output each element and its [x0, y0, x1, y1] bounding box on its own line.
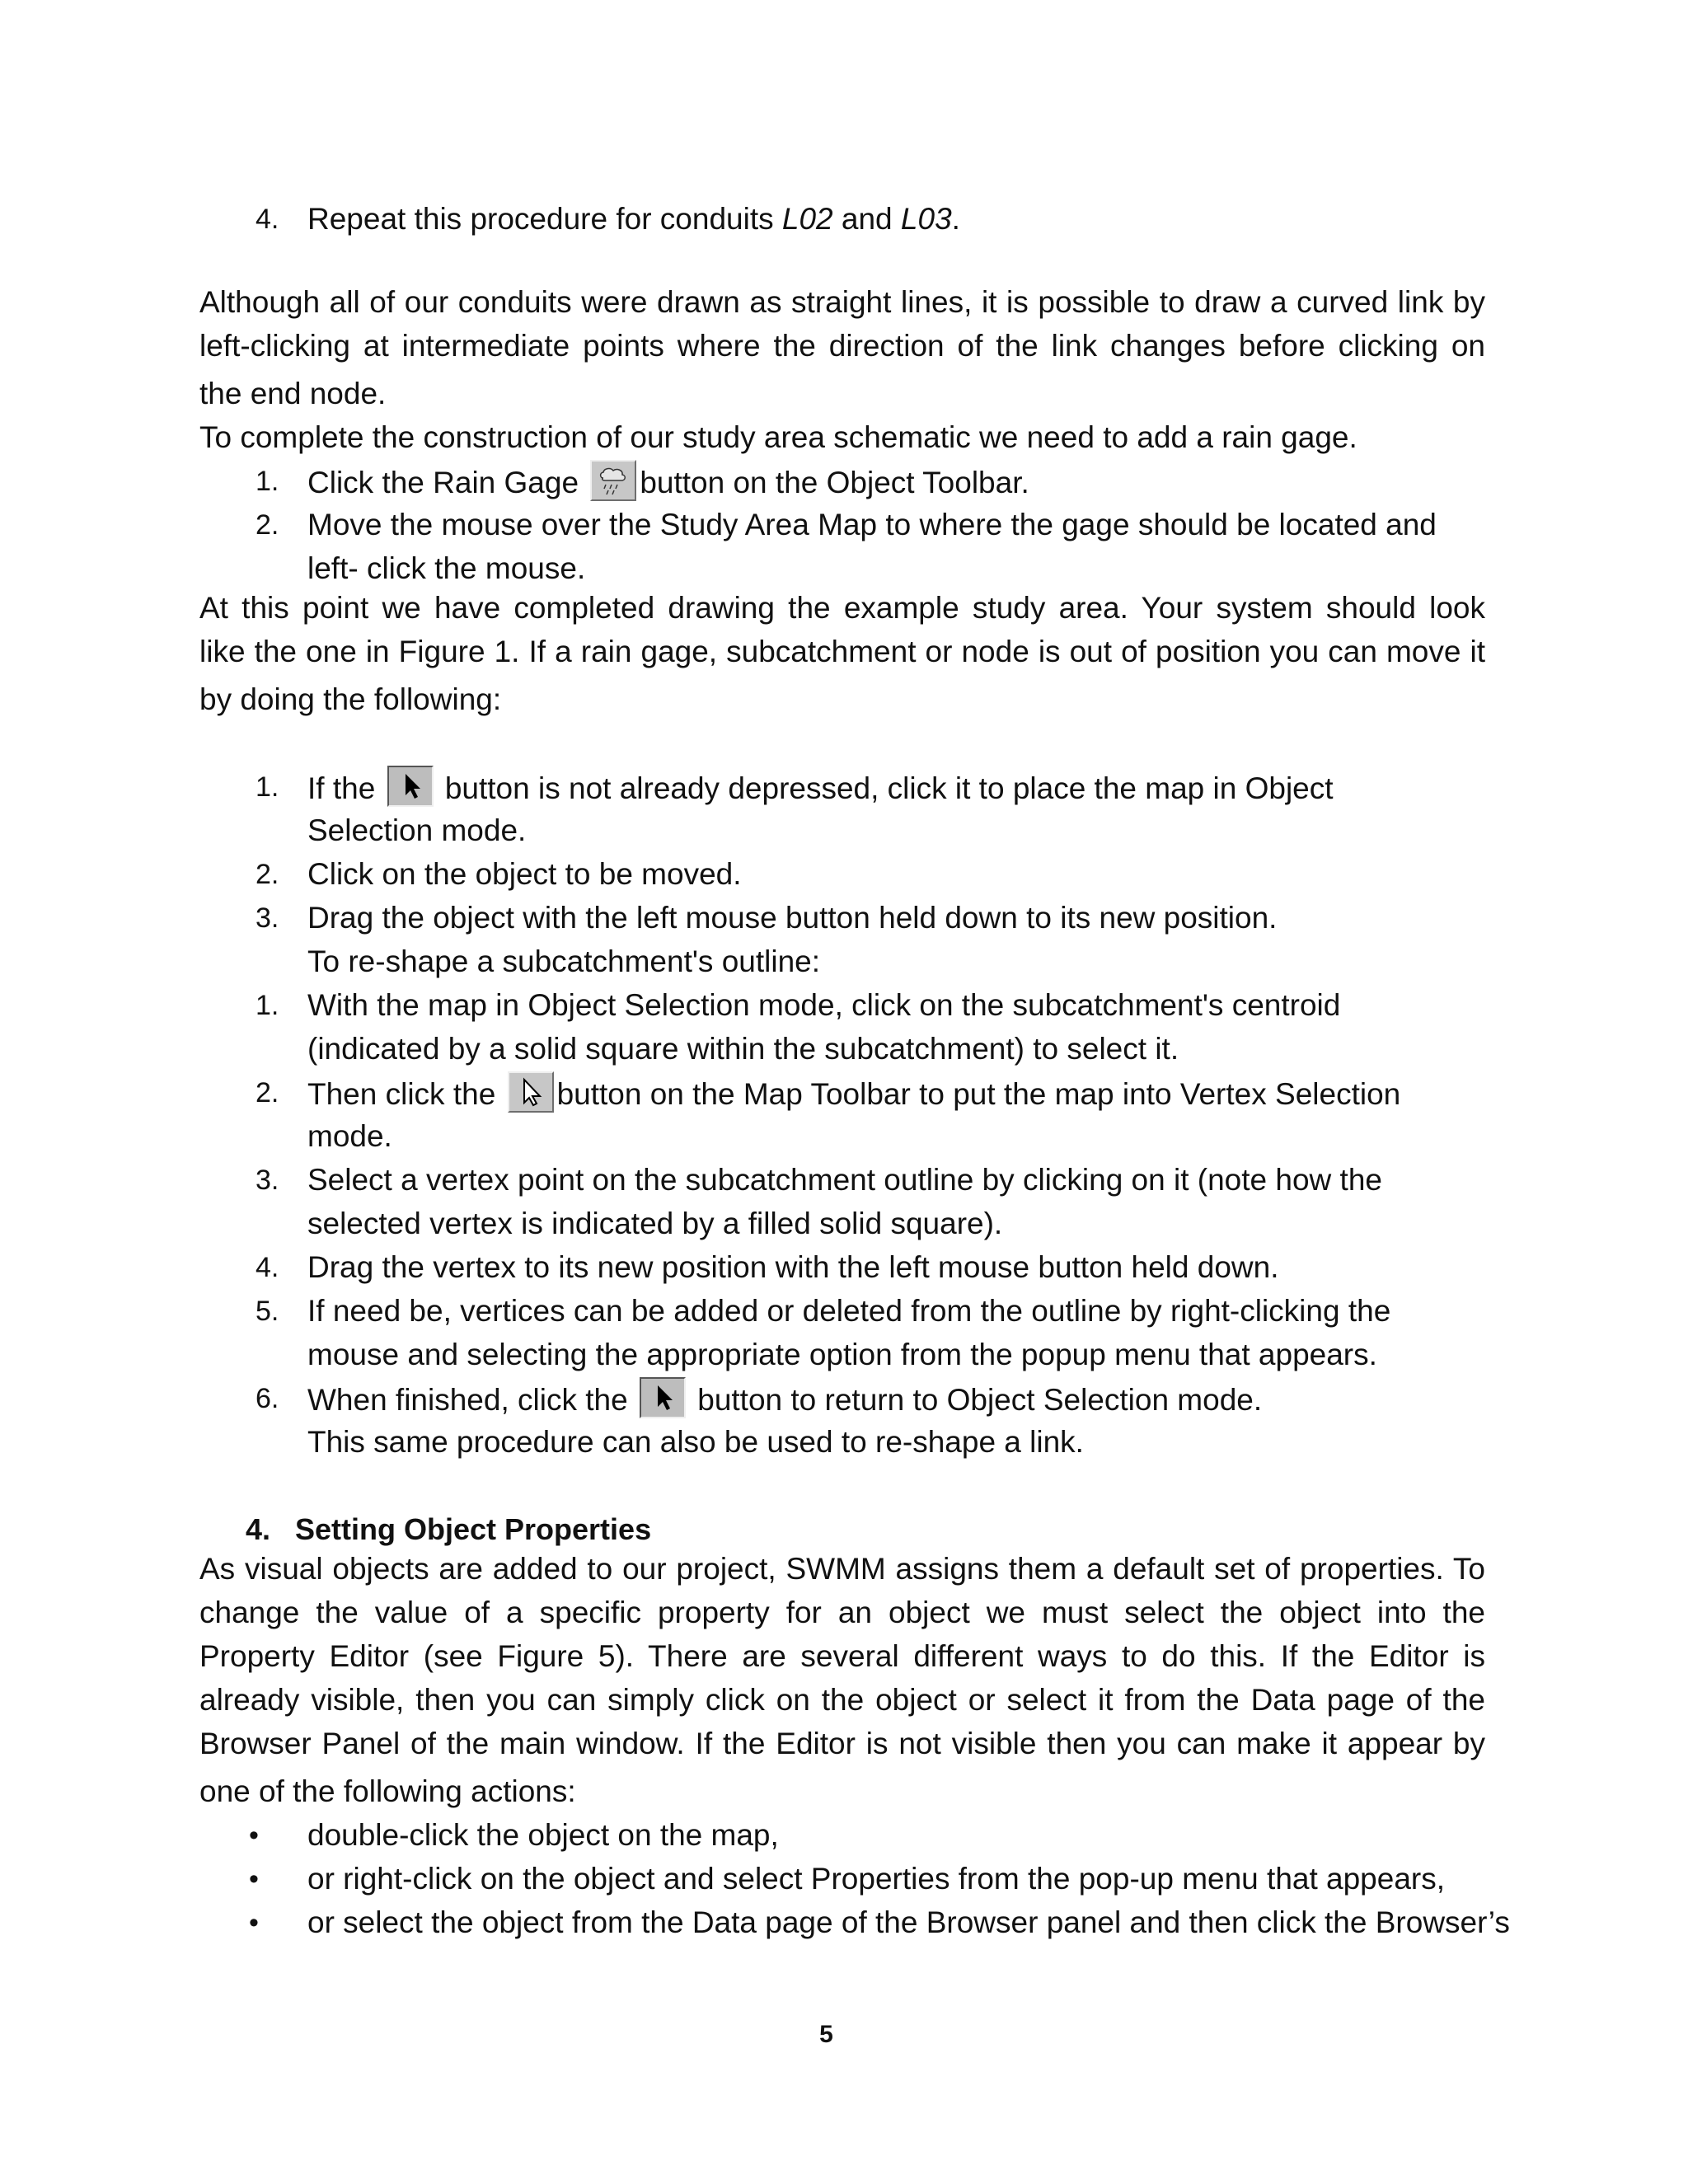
- rain-gage-icon: [590, 460, 636, 501]
- paragraph-line: At this point we have completed drawing the example study area. Your system should look: [199, 591, 1485, 625]
- paragraph-line: left-clicking at intermediate points where the direction of the link changes before clicking on: [199, 329, 1485, 363]
- section-title: Setting Object Properties: [295, 1512, 652, 1546]
- bullet-mark: •: [249, 1820, 259, 1851]
- paragraph-line: already visible, then you can simply click on the object or select it from the Data page of the: [199, 1683, 1485, 1717]
- list-number: 1.: [256, 466, 279, 497]
- paragraph-line: Although all of our conduits were drawn as straight lines, it is possible to draw a curved link by: [199, 285, 1485, 319]
- list-number: 2.: [256, 509, 279, 541]
- list-number: 5.: [256, 1296, 279, 1327]
- list-number: 1.: [256, 771, 279, 803]
- list-text: Move the mouse over the Study Area Map to where the gage should be located and: [307, 508, 1437, 541]
- list-text: Then click the button on the Map Toolbar to put the map into Vertex Selection: [307, 1071, 1400, 1116]
- list-text: With the map in Object Selection mode, click on the subcatchment's centroid: [307, 988, 1341, 1022]
- list-number: 2.: [256, 1077, 279, 1108]
- bullet-mark: •: [249, 1863, 259, 1895]
- list-number: 2.: [256, 859, 279, 890]
- bullet-mark: •: [249, 1907, 259, 1938]
- paragraph-line: change the value of a specific property for an object we must select the object into the: [199, 1596, 1485, 1629]
- vertex-select-icon: [508, 1071, 554, 1113]
- list-text: Drag the vertex to its new position with the left mouse button held down.: [307, 1250, 1279, 1284]
- list-text: When finished, click the button to return to Object Selection mode.: [307, 1377, 1262, 1422]
- bullet-text: double-click the object on the map,: [307, 1818, 779, 1852]
- list-text: Click on the object to be moved.: [307, 857, 742, 891]
- list-text: Select a vertex point on the subcatchment outline by clicking on it (note how the: [307, 1163, 1382, 1197]
- paragraph-line: like the one in Figure 1. If a rain gage, subcatchment or node is out of position you can move it: [199, 635, 1485, 668]
- paragraph-line: As visual objects are added to our project, SWMM assigns them a default set of properties. To: [199, 1552, 1485, 1586]
- section-number: 4.: [246, 1512, 271, 1546]
- list-number: 6.: [256, 1383, 279, 1414]
- bullet-text: or select the object from the Data page of the Browser panel and then click the Browser’s: [307, 1905, 1510, 1939]
- list-text: Click the Rain Gage button on the Object Toolbar.: [307, 460, 1029, 504]
- list-number: 4.: [256, 1252, 279, 1283]
- select-arrow-icon: [387, 766, 434, 807]
- list-number: 4.: [256, 204, 279, 235]
- list-number: 3.: [256, 902, 279, 934]
- bullet-text: or right-click on the object and select Properties from the pop-up menu that appears,: [307, 1862, 1446, 1896]
- paragraph-line: Browser Panel of the main window. If the Editor is not visible then you can make it appear by: [199, 1727, 1485, 1760]
- list-text: Drag the object with the left mouse button held down to its new position.: [307, 901, 1278, 935]
- list-number: 3.: [256, 1165, 279, 1196]
- list-text: Repeat this procedure for conduits L02 and L03.: [307, 202, 960, 236]
- list-text: If need be, vertices can be added or deleted from the outline by right-clicking the: [307, 1294, 1391, 1328]
- paragraph-line: Property Editor (see Figure 5). There are several different ways to do this. If the Editor is: [199, 1639, 1485, 1673]
- page-number: 5: [819, 2021, 833, 2048]
- list-number: 1.: [256, 990, 279, 1021]
- list-text: If the button is not already depressed, click it to place the map in Object: [307, 766, 1334, 810]
- select-arrow-icon: [640, 1377, 686, 1418]
